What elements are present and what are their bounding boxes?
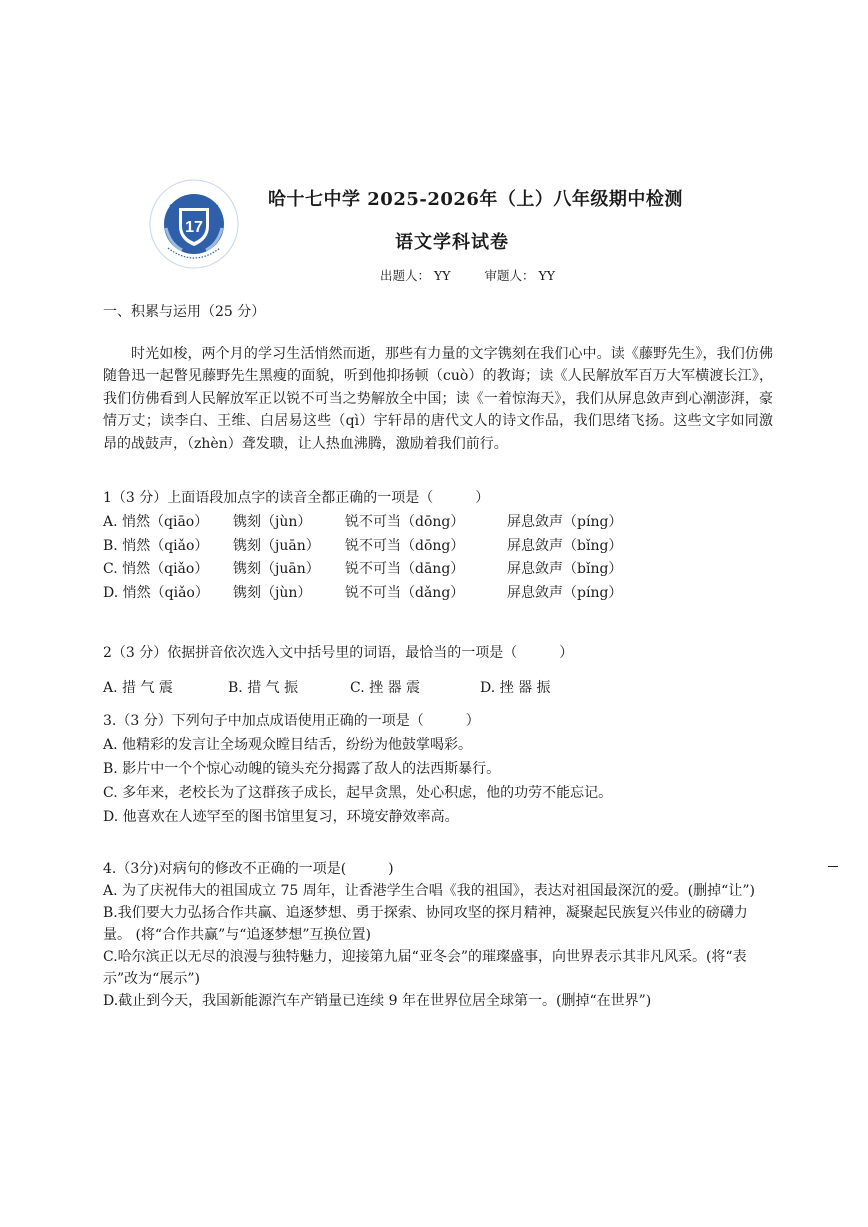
section-title: 一、积累与运用（25 分） (103, 304, 266, 320)
question-3-option-d: D. 他喜欢在人迹罕至的图书馆里复习，环境安静效率高。 (103, 809, 459, 825)
question-4-option-a: A. 为了庆祝伟大的祖国成立 75 周年，让香港学生合唱《我的祖国》，表达对祖国最深沉的爱。(删掉“让”) (103, 883, 755, 899)
question-1-option-c: C. 悄然（qiǎo） 镌刻（juān） 锐不可当（dāng） 屏息敛声（bǐng） (103, 561, 623, 577)
passage-text: 时光如梭，两个月的学习生活悄然而逝，那些有力量的文字镌刻在我们心中。读《藤野先生》，我们仿佛随鲁迅一起瞥见藤野先生黑瘦的面貌，听到他抑扬顿（cuò）的教诲；读《人民解放军百万大军横渡长江》，我们仿佛看到人民解放军正以锐不可当之势解放全中国；读《一着惊海天》，我们从屏息敛声到心潮澎湃，豪情万丈；读李白、王维、白居易这些（qì）宇轩昂的唐代文人的诗文作品，我们思绪飞扬。这些文字如同激昂的战鼓声，（zhèn）聋发聩，让人热血沸腾，激励着我们前行。 (103, 346, 773, 452)
question-4-stem: 4.（3分)对病句的修改不正确的一项是( ) (103, 861, 394, 877)
question-4-options (103, 880, 768, 1012)
question-3-option-b: B. 影片中一个个惊心动魄的镜头充分揭露了敌人的法西斯暴行。 (103, 761, 501, 777)
reviewer-label: 审题人： (484, 268, 535, 283)
school-logo-icon (148, 178, 240, 270)
exam-authors (380, 266, 559, 284)
question-4-option-c: C.哈尔滨正以无尽的浪漫与独特魅力，迎接第九届“亚冬会”的璀璨盛事，向世界表示其非凡风采。(将“表示”改为“展示”) (103, 949, 747, 987)
question-4-option-b: B.我们要大力弘扬合作共赢、追逐梦想、勇于探索、协同攻坚的探月精神，凝聚起民族复兴伟业的磅礴力量。 (将“合作共赢”与“追逐梦想”互换位置) (103, 905, 748, 943)
question-4-option-d: D.截止到今天，我国新能源汽车产销量已连续 9 年在世界位居全球第一。(删掉“在世界”) (103, 993, 652, 1009)
reading-passage (103, 343, 773, 455)
svg-text:17: 17 (185, 219, 203, 236)
question-1-option-d: D. 悄然（qiǎo） 镌刻（jùn） 锐不可当（dǎng） 屏息敛声（píng） (103, 585, 623, 601)
question-3-option-a: A. 他精彩的发言让全场观众瞠目结舌，纷纷为他鼓掌喝彩。 (103, 737, 473, 753)
exam-title: 哈十七中学 2025-2026年（上）八年级期中检测 (268, 189, 683, 210)
question-3-stem: 3.（3 分）下列句子中加点成语使用正确的一项是（ ） (103, 713, 480, 729)
question-1-stem: 1（3 分）上面语段加点字的读音全都正确的一项是（ ） (103, 490, 490, 506)
question-1-option-a: A. 悄然（qiāo） 镌刻（jùn） 锐不可当（dōng） 屏息敛声（píng） (103, 514, 623, 530)
question-2-options: A. 措 气 震 B. 措 气 振 C. 挫 器 震 D. 挫 器 振 (103, 680, 551, 696)
question-3-option-c: C. 多年来，老校长为了这群孩子成长，起早贪黑，处心积虑，他的功劳不能忘记。 (103, 785, 613, 801)
setter-label: 出题人： (380, 268, 431, 283)
margin-mark (828, 866, 838, 867)
setter-name: YY (434, 268, 451, 283)
question-2-stem: 2（3 分）依据拼音依次选入文中括号里的词语，最恰当的一项是（ ） (103, 645, 574, 661)
exam-subtitle: 语文学科试卷 (395, 232, 509, 253)
question-1-option-b: B. 悄然（qiǎo） 镌刻（juān） 锐不可当（dōng） 屏息敛声（bǐng） (103, 538, 623, 554)
reviewer-name: YY (538, 268, 556, 283)
